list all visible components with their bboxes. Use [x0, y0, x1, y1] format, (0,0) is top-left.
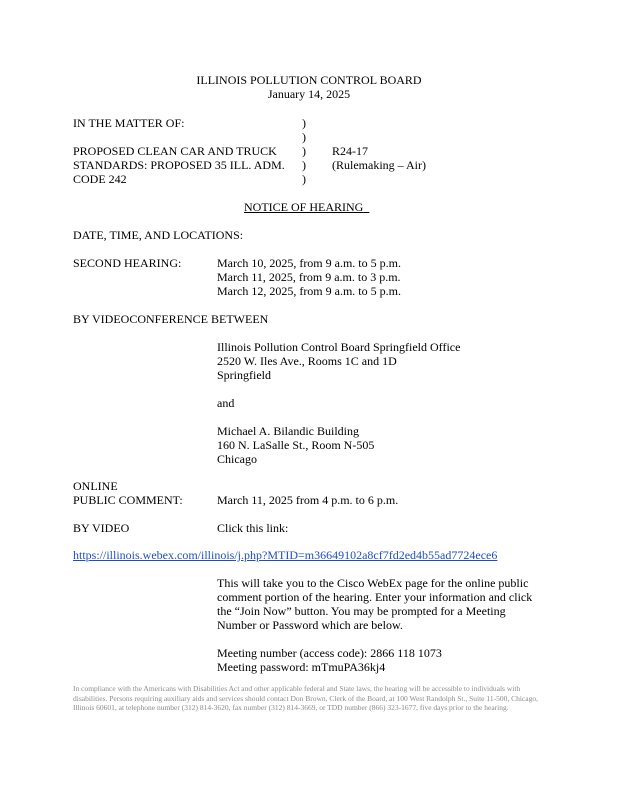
by-video-label: BY VIDEO: [73, 521, 130, 535]
and-text: and: [217, 396, 235, 410]
caption-paren: ): [302, 144, 306, 158]
caption-paren: ): [302, 158, 306, 172]
hearing-date-2: March 11, 2025, from 9 a.m. to 3 p.m.: [217, 270, 401, 284]
instructions-line-4: Number or Password which are below.: [217, 618, 403, 632]
hearing-date-3: March 12, 2025, from 9 a.m. to 5 p.m.: [217, 284, 401, 298]
videoconference-heading: BY VIDEOCONFERENCE BETWEEN: [73, 312, 269, 326]
instructions-line-2: comment portion of the hearing. Enter your information and click: [217, 590, 533, 604]
location2-line-2: 160 N. LaSalle St., Room N-505: [217, 438, 375, 452]
caption-paren: ): [302, 172, 306, 186]
meeting-number: Meeting number (access code): 2866 118 1073: [217, 646, 442, 660]
caption-paren: ): [302, 116, 306, 130]
caption-title-line-1: PROPOSED CLEAN CAR AND TRUCK: [73, 144, 277, 158]
in-the-matter-label: IN THE MATTER OF:: [73, 116, 185, 130]
notice-title-text: NOTICE OF HEARING: [244, 200, 364, 214]
location1-line-3: Springfield: [217, 368, 271, 382]
location1-line-2: 2520 W. Iles Ave., Rooms 1C and 1D: [217, 354, 397, 368]
date-time-locations-heading: DATE, TIME, AND LOCATIONS:: [73, 228, 244, 242]
location2-line-1: Michael A. Bilandic Building: [217, 424, 359, 438]
location1-line-1: Illinois Pollution Control Board Springfield Office: [217, 340, 461, 354]
document-date: January 14, 2025: [267, 87, 351, 101]
rulemaking-type: (Rulemaking – Air): [332, 158, 426, 172]
docket-number: R24-17: [332, 144, 368, 158]
webex-link[interactable]: https://illinois.webex.com/illinois/j.php?MTID=m36649102a8cf7fd2ed4b55ad7724ece6: [73, 548, 498, 562]
second-hearing-label: SECOND HEARING:: [73, 256, 182, 270]
instructions-line-1: This will take you to the Cisco WebEx page for the online public: [217, 576, 529, 590]
instructions-line-3: the “Join Now” button. You may be prompted for a Meeting: [217, 604, 506, 618]
hearing-date-1: March 10, 2025, from 9 a.m. to 5 p.m.: [217, 256, 401, 270]
public-comment-time: March 11, 2025 from 4 p.m. to 6 p.m.: [217, 493, 399, 507]
accessibility-footer: In compliance with the Americans with Disabilities Act and other applicable federal and State laws, the hearing will be accessible to individuals with disabilities. Persons requiring auxiliary aids and services should contact Don Brown, Clerk of the Board, at 100 West Randolph St., Suite 11-500, Chicago, Illinois 60601, at telephone number (312) 814-3620, fax number (312) 814-3669, or TDD number (866) 323-1677, five days prior to the hearing.: [73, 684, 538, 712]
location2-line-3: Chicago: [217, 452, 257, 466]
click-link-text: Click this link:: [217, 521, 289, 535]
meeting-password: Meeting password: mTmuPA36kj4: [217, 660, 386, 674]
caption-title-line-2: STANDARDS: PROPOSED 35 ILL. ADM.: [73, 158, 285, 172]
public-comment-label: PUBLIC COMMENT:: [73, 493, 183, 507]
board-title: ILLINOIS POLLUTION CONTROL BOARD: [196, 73, 422, 87]
online-label: ONLINE: [73, 479, 118, 493]
caption-paren: ): [302, 130, 306, 144]
caption-title-line-3: CODE 242: [73, 172, 127, 186]
notice-title: [244, 200, 369, 214]
